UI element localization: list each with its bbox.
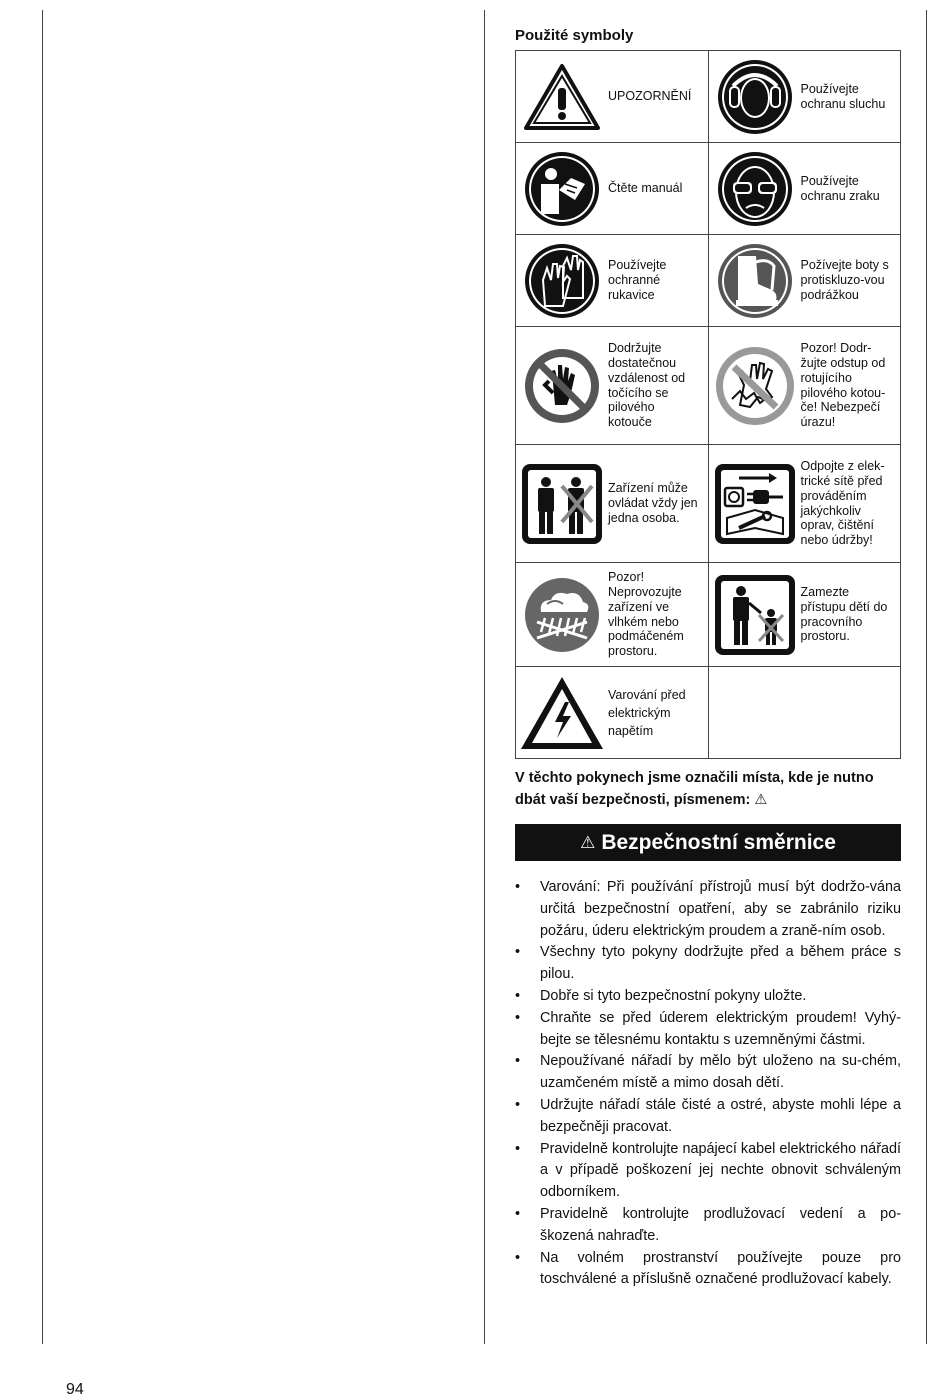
- list-item: [515, 877, 901, 942]
- unplug-icon: [713, 462, 797, 546]
- symbol-cell: [516, 143, 709, 235]
- rule-text: Na volném prostranství používejte pouze pro toschválené a příslušně označené prodlužovací kabely.: [540, 1249, 901, 1288]
- section-title: Bezpečnostní směrnice: [601, 830, 836, 854]
- safety-note: V těchto pokynech jsme označili místa, kde je nutno dbát vaší bezpečnosti, písmenem: ⚠: [515, 770, 874, 808]
- gloves-icon: [523, 242, 601, 320]
- warning-triangle-icon: [522, 62, 602, 132]
- no-children-icon: [713, 573, 797, 657]
- symbol-cell: [708, 327, 901, 445]
- list-item: [515, 942, 901, 986]
- rule-text: Pravidelně kontrolujte napájecí kabel elektrického nářadí a v případě poškození jej nechte obnovit schváleným odborníkem.: [540, 1140, 901, 1201]
- symbols-table: [515, 50, 901, 759]
- bullet: •: [515, 1009, 521, 1026]
- list-item: [515, 1051, 901, 1095]
- symbol-cell: [516, 563, 709, 667]
- page-number: 94: [66, 1381, 84, 1398]
- section-title-bar: [515, 824, 901, 861]
- symbol-label: Zamezte přístupu dětí do pracovního prostoru.: [800, 585, 888, 644]
- list-item: [515, 1139, 901, 1204]
- symbol-label: Varování před elektrickým napětím: [608, 687, 686, 738]
- left-column-rule: [42, 10, 43, 1344]
- right-column-rule: [926, 10, 927, 1344]
- bullet: •: [515, 944, 521, 961]
- symbol-label: Požívejte boty s protiskluzo-vou podrážkou: [800, 258, 889, 302]
- center-column-rule: [484, 10, 485, 1344]
- safety-boots-icon: [716, 242, 794, 320]
- symbol-label: Odpojte z elek-trické sítě před prováděním jakýchkoliv oprav, čištění nebo údržby!: [800, 459, 885, 547]
- rule-text: Chraňte se před úderem elektrickým proudem! Vyhý-bejte se tělesnému kontaktu s uzemněnými částmi.: [540, 1009, 901, 1048]
- symbol-cell: [708, 235, 901, 327]
- hand-saw-hazard-icon: [714, 345, 796, 427]
- symbol-cell: [516, 51, 709, 143]
- bullet: •: [515, 1205, 521, 1222]
- symbol-label: Zařízení může ovládat vždy jen jedna osoba.: [608, 481, 698, 525]
- symbol-label: Pozor! Dodr-žujte odstup od rotujícího pilového kotou-če! Nebezpečí úrazu!: [800, 341, 886, 429]
- rule-text: Varování: Při používání přístrojů musí být dodržo-vána určitá bezpečnostní opatření, aby se zabránilo riziku požáru, úderu elektrickým proudem a zraně-ním osob.: [540, 879, 901, 939]
- list-item: [515, 1204, 901, 1248]
- rule-text: Dobře si tyto bezpečnostní pokyny uložte.: [540, 987, 807, 1004]
- empty-symbol-cell: [708, 667, 901, 759]
- symbol-label: Dodržujte dostatečnou vzdálenost od točícího se pilového kotouče: [608, 341, 686, 429]
- rule-text: Nepoužívané nářadí by mělo být uloženo na su-chém, uzamčeném místě a mimo dosah dětí.: [540, 1053, 901, 1092]
- read-manual-icon: [523, 150, 601, 228]
- symbol-cell: [708, 563, 901, 667]
- bullet: •: [515, 987, 521, 1004]
- warning-icon: ⚠: [580, 832, 596, 852]
- rule-text: Pravidelně kontrolujte prodlužovací vedení a po-škozená nahraďte.: [540, 1205, 901, 1244]
- symbol-label: Používejte ochranu sluchu: [800, 81, 886, 111]
- list-item: [515, 1095, 901, 1139]
- bullet: •: [515, 1140, 521, 1157]
- symbol-cell: [516, 327, 709, 445]
- symbol-cell: [708, 51, 901, 143]
- symbol-label: UPOZORNĚNÍ: [608, 89, 692, 104]
- bullet: •: [515, 1053, 521, 1070]
- symbol-cell: [516, 235, 709, 327]
- rule-text: Udržujte nářadí stále čisté a ostré, abyste mohli lépe a bezpečněji pracovat.: [540, 1096, 901, 1135]
- bullet: •: [515, 1249, 521, 1266]
- symbol-label: Pozor! Neprovozujte zařízení ve vlhkém nebo podmáčeném prostoru.: [608, 570, 684, 658]
- symbol-cell: [516, 667, 709, 759]
- symbol-label: Používejte ochranu zraku: [800, 173, 880, 203]
- symbol-cell: [516, 445, 709, 563]
- list-item: [515, 1008, 901, 1052]
- eye-protection-icon: [716, 150, 794, 228]
- rule-text: Všechny tyto pokyny dodržujte před a během práce s pilou.: [540, 944, 901, 983]
- symbol-cell: [708, 445, 901, 563]
- bullet: •: [515, 879, 521, 895]
- one-operator-icon: [520, 462, 604, 546]
- high-voltage-icon: [519, 674, 605, 752]
- no-rain-icon: [523, 576, 601, 654]
- list-item: [515, 1248, 901, 1292]
- safety-rules-list: [515, 877, 901, 1291]
- no-hand-icon: [523, 347, 601, 425]
- bullet: •: [515, 1096, 521, 1113]
- symbol-label: Čtěte manuál: [608, 181, 683, 196]
- symbol-cell: [708, 143, 901, 235]
- list-item: [515, 986, 901, 1008]
- symbol-label: Používejte ochranné rukavice: [608, 258, 667, 302]
- right-column: [515, 24, 901, 1291]
- ear-protection-icon: [716, 58, 794, 136]
- symbols-heading: Použité symboly: [515, 27, 634, 44]
